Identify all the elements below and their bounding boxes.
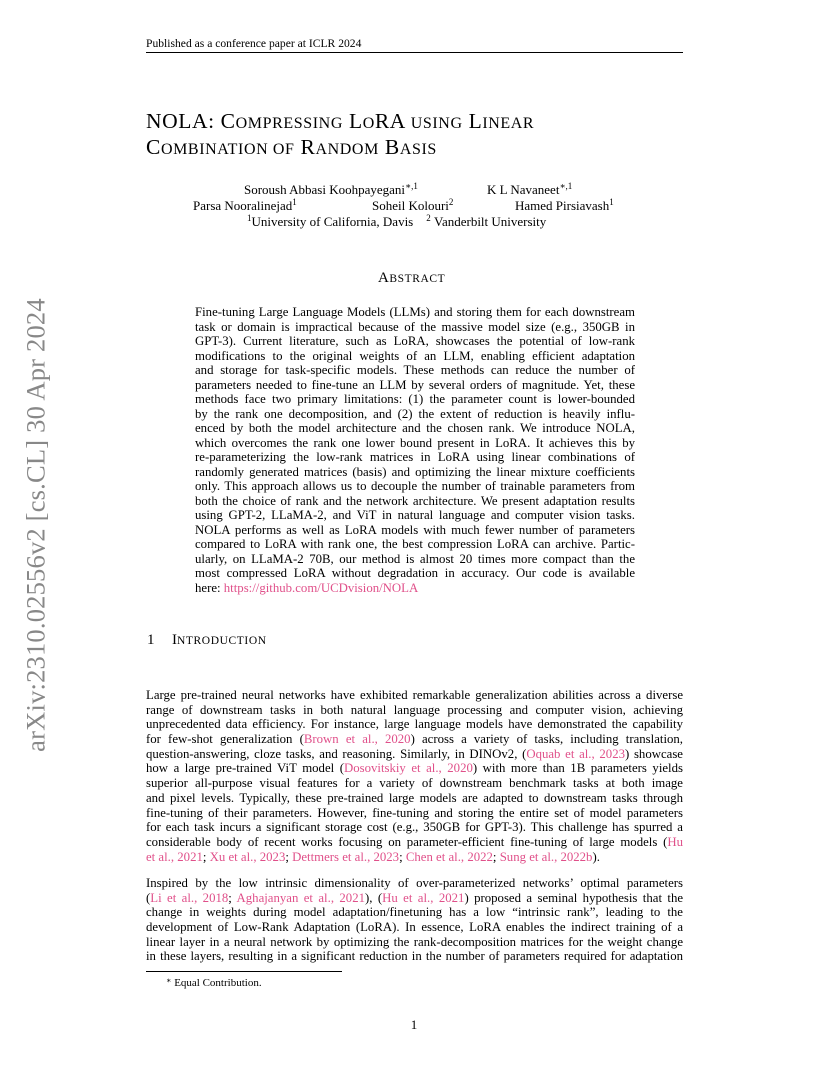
author-affil-mark: ∗,1 <box>559 181 573 191</box>
text-line <box>146 949 683 964</box>
text-line <box>146 732 683 747</box>
abstract-line <box>195 581 635 596</box>
citation-link[interactable]: Sung et al., 2022b <box>499 849 593 864</box>
text-line <box>146 820 683 835</box>
abstract-line: GPT-3). Current literature, such as LoRA, showcases the potential of low-rank <box>195 334 635 348</box>
page-number: 1 <box>410 1017 418 1032</box>
text-run: ; <box>202 849 210 864</box>
paragraph-1 <box>146 688 683 864</box>
author-name: Soroush Abbasi Koohpayegani <box>244 182 406 197</box>
abstract-line: NOLA performs as well as LoRA models with much fewer number of parameters <box>195 522 635 537</box>
author-1 <box>244 182 418 198</box>
citation-link[interactable]: Dettmers et al., 2023 <box>292 849 400 864</box>
footnote <box>166 977 262 990</box>
citation-link[interactable]: Oquab et al., 2023 <box>526 746 625 761</box>
affil-mark: 2 <box>426 213 431 223</box>
author-5 <box>515 198 614 214</box>
citation-link[interactable]: Dosovitskiy et al., 2020 <box>343 761 473 776</box>
text-run: question-answering, cloze tasks, and reasoning. Similarly, in DINOv2, ( <box>146 746 527 761</box>
abstract-line: most compressed LoRA without degradation in accuracy. Our code is available <box>195 566 635 580</box>
title-fragment: OMBINATION OF <box>160 141 295 158</box>
abstract-text: here: <box>195 580 224 595</box>
paper-title-line-2 <box>146 134 437 163</box>
section-number: 1 <box>147 632 155 648</box>
text-run: ; <box>285 849 293 864</box>
text-line <box>146 703 683 718</box>
text-run: ( <box>146 890 151 905</box>
title-fragment: INEAR <box>482 115 535 132</box>
abstract-line: only. This approach allows us to decouple the number of trainable parameters from <box>195 479 635 493</box>
author-affil-mark: 1 <box>609 197 614 207</box>
text-run: ) showcase <box>625 746 683 761</box>
text-run: ; <box>492 849 500 864</box>
author-affil-mark: 2 <box>448 197 454 207</box>
affiliation-name: Vanderbilt University <box>434 214 547 229</box>
paragraph-2 <box>146 876 683 964</box>
citation-link[interactable]: Xu et al., 2023 <box>209 849 286 864</box>
text-line <box>146 905 683 920</box>
author-2 <box>487 182 572 198</box>
arxiv-id-text: arXiv:2310.02556v2 [cs.CL] 30 Apr 2024 <box>20 298 51 752</box>
text-run: change in weights during model adaptation/finetuning has a low “intrinsic rank”, leading to the <box>146 905 683 920</box>
text-run: ). <box>592 849 600 864</box>
text-run: for each task incurs a significant storage cost (e.g., 350GB for GPT-3). This challenge has spurred a <box>146 820 683 835</box>
abstract-line: modifications to the original weights of an LLM, enabling efficient adaptation <box>195 348 635 363</box>
text-line <box>146 791 683 806</box>
title-fragment: L <box>462 109 483 133</box>
text-run: considerable body of recent works focusing on parameter-efficient fine-tuning of large models ( <box>146 834 668 849</box>
author-affil-mark: 1 <box>292 197 297 207</box>
abstract-line: both the choice of rank and the network architecture. We present adaptation results <box>195 493 635 508</box>
text-run: ), ( <box>365 890 383 905</box>
venue-text: Published as a conference paper at ICLR 2024 <box>146 37 362 50</box>
abstract-line: enced by both the model architecture and the chosen rank. We introduce NOLA, <box>195 421 635 435</box>
abstract-line: task or domain is impractical because of the massive model size (e.g., 350GB in <box>195 319 635 334</box>
title-fragment: ANDOM <box>315 141 379 158</box>
code-link[interactable]: https://github.com/UCDvision/NOLA <box>223 580 419 595</box>
text-line <box>146 920 683 935</box>
title-fragment: A <box>378 270 390 286</box>
text-run: Large pre-trained neural networks have exhibited remarkable generalization abilities across a diverse <box>146 688 683 702</box>
text-run: ; <box>399 849 406 864</box>
citation-link[interactable]: Aghajanyan et al., 2021 <box>236 890 366 905</box>
text-run: unprecedented data efficiency. For instance, large language models have demonstrated the capability <box>146 717 683 732</box>
citation-link[interactable]: Hu et al., 2021 <box>382 890 465 905</box>
citation-link[interactable]: Chen et al., 2022 <box>405 849 493 864</box>
text-run: fine-tuning of their parameters. However, fine-tuning and storing the entire set of model parameters <box>146 805 683 820</box>
affiliations <box>247 214 546 230</box>
text-line <box>146 806 683 821</box>
author-4 <box>372 198 453 214</box>
paper-title-line-1 <box>146 108 534 137</box>
text-line <box>146 835 683 850</box>
affiliation-name: University of California, Davis <box>251 214 414 229</box>
text-line <box>146 761 683 776</box>
text-run: ) proposed a seminal hypothesis that the <box>464 890 683 905</box>
abstract-line: which overcomes the rank one lower bound present in LoRA. It achieves this by <box>195 435 635 450</box>
title-fragment: B <box>378 135 400 159</box>
footnote-mark: ∗ <box>166 976 172 985</box>
title-fragment: OMPRESSING <box>235 115 343 132</box>
title-fragment: RA <box>374 109 411 133</box>
text-line <box>146 776 683 791</box>
author-affil-mark: ∗,1 <box>405 181 418 191</box>
text-run: how a large pre-trained ViT model ( <box>146 761 344 776</box>
title-fragment: ASIS <box>399 141 437 158</box>
text-run: range of downstream tasks in both natural language processing and computer vision, achieving <box>146 702 683 717</box>
text-run: ) with more than 1B parameters yields <box>472 761 683 776</box>
abstract-line: ularly, on LLaMA-2 70B, our method is almost 20 times more compact than the <box>195 551 635 566</box>
text-run: Inspired by the low intrinsic dimensionality of over-parameterized networks’ optimal parameters <box>146 876 683 890</box>
text-run: in these layers, resulting in a significant reduction in the number of parameters required for adaptation <box>146 949 683 964</box>
text-run: ) across a variety of tasks, including translation, <box>410 732 683 747</box>
title-fragment: BSTRACT <box>389 273 446 285</box>
citation-link[interactable]: et al., 2021 <box>146 849 203 864</box>
section-title <box>172 632 267 648</box>
title-fragment: L <box>342 109 363 133</box>
title-fragment: C <box>146 135 161 159</box>
text-run: development of Low-Rank Adaptation (LoRA). In essence, LoRA enables the indirect training of a <box>146 920 683 935</box>
running-header <box>146 36 683 53</box>
author-name: Soheil Kolouri <box>372 198 449 213</box>
title-fragment: I <box>172 632 177 648</box>
abstract-line: by the rank one decomposition, and (2) the extent of reduction is heavily influ- <box>195 406 635 421</box>
abstract-line: compared to LoRA with rank one, the best compression LoRA can archive. Partic- <box>195 537 635 551</box>
text-line <box>146 876 683 891</box>
abstract-heading <box>378 269 452 288</box>
text-line <box>146 747 683 762</box>
abstract-line: randomly generated matrices (basis) and optimizing the linear mixture coefficients <box>195 464 635 479</box>
affil-mark: 1 <box>247 213 252 223</box>
citation-link[interactable]: Hu <box>667 834 683 849</box>
text-line <box>146 891 683 906</box>
citation-link[interactable]: Li et al., 2018 <box>150 890 229 905</box>
text-run: ; <box>228 890 237 905</box>
title-fragment: R <box>294 135 316 159</box>
abstract-line: re-parameterizing the low-rank matrices in LoRA using linear combinations of <box>195 450 635 464</box>
abstract-line: methods face two primary limitations: (1) the parameter count is lower-bounded <box>195 392 635 406</box>
author-name: Parsa Nooralinejad <box>193 198 293 213</box>
abstract-line: using GPT-2, LLaMA-2, and ViT in natural language and computer vision tasks. <box>195 508 635 522</box>
section-heading-introduction <box>147 631 267 650</box>
abstract-line: parameters needed to fine-tune an LLM by several orders of magnitude. Yet, these <box>195 377 635 392</box>
text-line <box>146 717 683 732</box>
author-3 <box>193 198 297 214</box>
footnote-text: Equal Contribution. <box>174 977 262 989</box>
abstract-line: Fine-tuning Large Language Models (LLMs) and storing them for each downstream <box>195 305 635 319</box>
text-line <box>146 850 683 865</box>
text-line <box>146 688 683 703</box>
title-fragment: NOLA: C <box>146 109 236 133</box>
footnote-rule <box>146 971 342 972</box>
text-line <box>146 935 683 950</box>
citation-link[interactable]: Brown et al., 2020 <box>303 732 411 747</box>
text-run: and pixel levels. Typically, these pre-trained large models are adapted to downstream tasks through <box>146 790 683 805</box>
title-fragment: O <box>362 115 375 132</box>
abstract-line: and storage for task-specific models. These methods can reduce the number of <box>195 363 635 377</box>
author-name: K L Navaneet <box>487 182 560 197</box>
abstract-body <box>195 305 635 595</box>
text-run: linear layer in a neural network by optimizing the rank-decomposition matrices for the weight change <box>146 934 683 949</box>
text-run: superior all-purpose visual features for a variety of downstream benchmark tasks at both image <box>146 776 683 791</box>
author-name: Hamed Pirsiavash <box>515 198 610 213</box>
title-fragment: NTRODUCTION <box>177 635 267 647</box>
text-run: for few-shot generalization ( <box>146 732 304 747</box>
title-fragment: USING <box>410 115 463 132</box>
